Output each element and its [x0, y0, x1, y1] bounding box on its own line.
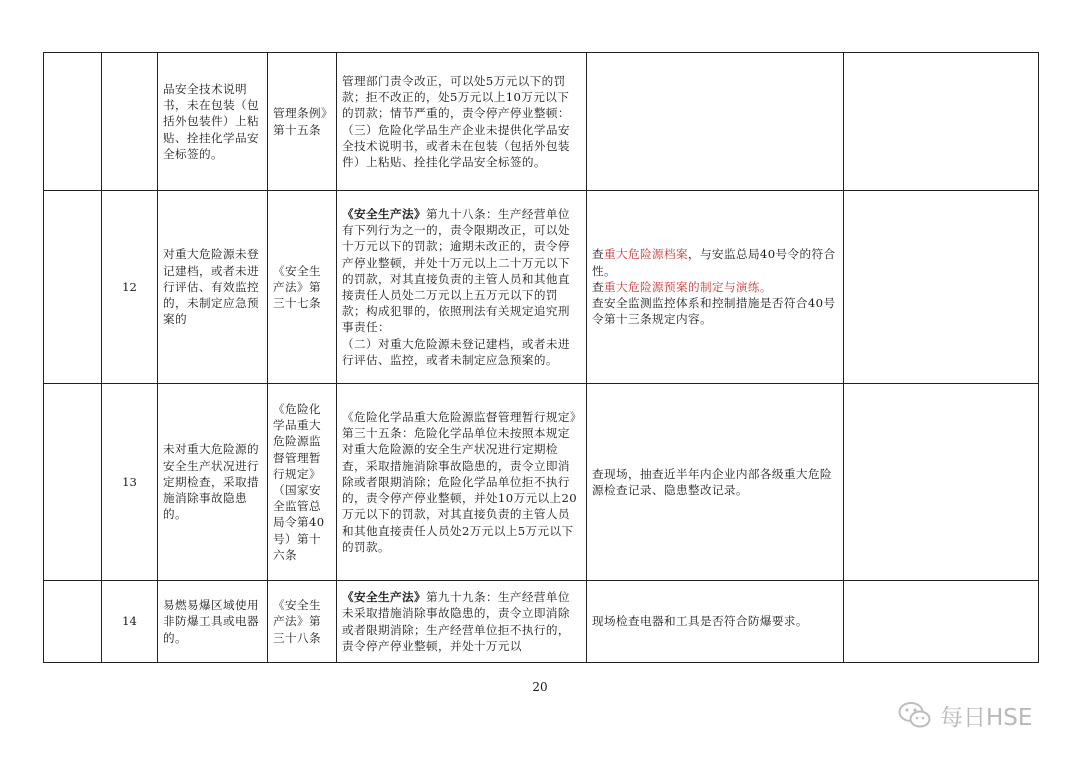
row-number: 14 — [102, 581, 158, 663]
wechat-icon — [898, 701, 932, 729]
inspection-method-cell: 现场检查电器和工具是否符合防爆要求。 — [587, 581, 844, 663]
violation-cell: 品安全技术说明书，未在包装（包括外包装件）上粘贴、拴挂化学品安全标签的。 — [158, 53, 268, 191]
penalty-cell: 《危险化学品重大危险源监督管理暂行规定》第三十五条：危险化学品单位未按照本规定对重大危险源的安全生产状况进行定期检查，采取措施消除事故隐患的，责令立即消除或者限期消除；危险化学品单位拒不执行的，责令停产停业整顿，并处10万元以上20万元以下的罚款，对其直接负责的主管人员和其他直接责任人员处2万元以上5万元以下的罚款。 — [337, 384, 587, 581]
remark-cell — [844, 384, 1039, 581]
method-line: 查重大危险源预案的制定与演练。 — [592, 279, 772, 294]
table-row — [44, 581, 1039, 663]
highlight-text: 重大危险源预案的制定与演练。 — [604, 279, 772, 294]
page-number: 20 — [532, 680, 548, 694]
penalty-cell — [337, 191, 587, 384]
violation-cell: 易燃易爆区域使用非防爆工具或电器的。 — [158, 581, 268, 663]
table-row — [44, 191, 1039, 384]
legal-basis-cell: 《危险化学品重大危险源监督管理暂行规定》（国家安全监管总局令第40号）第十六条 — [268, 384, 337, 581]
inspection-method-cell — [587, 53, 844, 191]
penalty-paragraph: （三）危险化学品生产企业未提供化学品安全技术说明书，或者未在包装（包括外包装件）上粘贴、拴挂化学品安全标签的。 — [342, 122, 570, 169]
table-row — [44, 384, 1039, 581]
legal-basis-cell: 《安全生产法》第三十八条 — [268, 581, 337, 663]
remark-cell — [844, 191, 1039, 384]
legal-basis-cell: 《安全生产法》第三十七条 — [268, 191, 337, 384]
violation-cell: 对重大危险源未登记建档，或者未进行评估、有效监控的，未制定应急预案的 — [158, 191, 268, 384]
blank-column-cell — [44, 53, 102, 191]
method-line: 查重大危险源档案，与安监总局40号令的符合性。 — [592, 247, 836, 278]
blank-column-cell — [44, 191, 102, 384]
inspection-method-cell: 查现场，抽查近半年内企业内部各级重大危险源检查记录、隐患整改记录。 — [587, 384, 844, 581]
remark-cell — [844, 581, 1039, 663]
row-number: 13 — [102, 384, 158, 581]
blank-column-cell — [44, 581, 102, 663]
method-line: 查安全监测监控体系和控制措施是否符合40号令第十三条规定内容。 — [592, 296, 836, 327]
regulation-table — [43, 52, 1039, 663]
penalty-cell: 《安全生产法》第九十九条：生产经营单位未采取措施消除事故隐患的，责令立即消除或者限期消除；生产经营单位拒不执行的，责令停产停业整顿，并处十万元以 — [337, 581, 587, 663]
penalty-paragraph: 管理部门责令改正，可以处5万元以下的罚款；拒不改正的，处5万元以上10万元以下的罚款；情节严重的，责令停产停业整顿： — [342, 73, 570, 121]
inspection-method-cell — [587, 191, 844, 384]
row-number: 12 — [102, 191, 158, 384]
highlight-text: 重大危险源档案 — [604, 247, 688, 262]
remark-cell — [844, 53, 1039, 191]
row-number — [102, 53, 158, 191]
violation-cell: 未对重大危险源的安全生产状况进行定期检查，采取措施消除事故隐患的。 — [158, 384, 268, 581]
watermark-text: 每日HSE — [940, 704, 1033, 731]
law-title: 《安全生产法》 — [342, 590, 426, 605]
blank-column-cell — [44, 384, 102, 581]
penalty-cell — [337, 53, 587, 191]
penalty-paragraph: 《安全生产法》第九十八条：生产经营单位有下列行为之一的，责令限期改正，可以处十万元以下的罚款；逾期未改正的，责令停产停业整顿，并处十万元以上二十万元以下的罚款，对其直接负责的主管人员和其他直接责任人员处二万元以上五万元以下的罚款；构成犯罪的，依照刑法有关规定追究刑事责任： — [342, 206, 570, 335]
law-title: 《安全生产法》 — [342, 206, 426, 221]
watermark — [898, 698, 1032, 732]
penalty-item: （二）对重大危险源未登记建档，或者未进行评估、监控，或者未制定应急预案的。 — [342, 336, 570, 367]
legal-basis-cell: 管理条例》第十五条 — [268, 53, 337, 191]
table-row — [44, 53, 1039, 191]
